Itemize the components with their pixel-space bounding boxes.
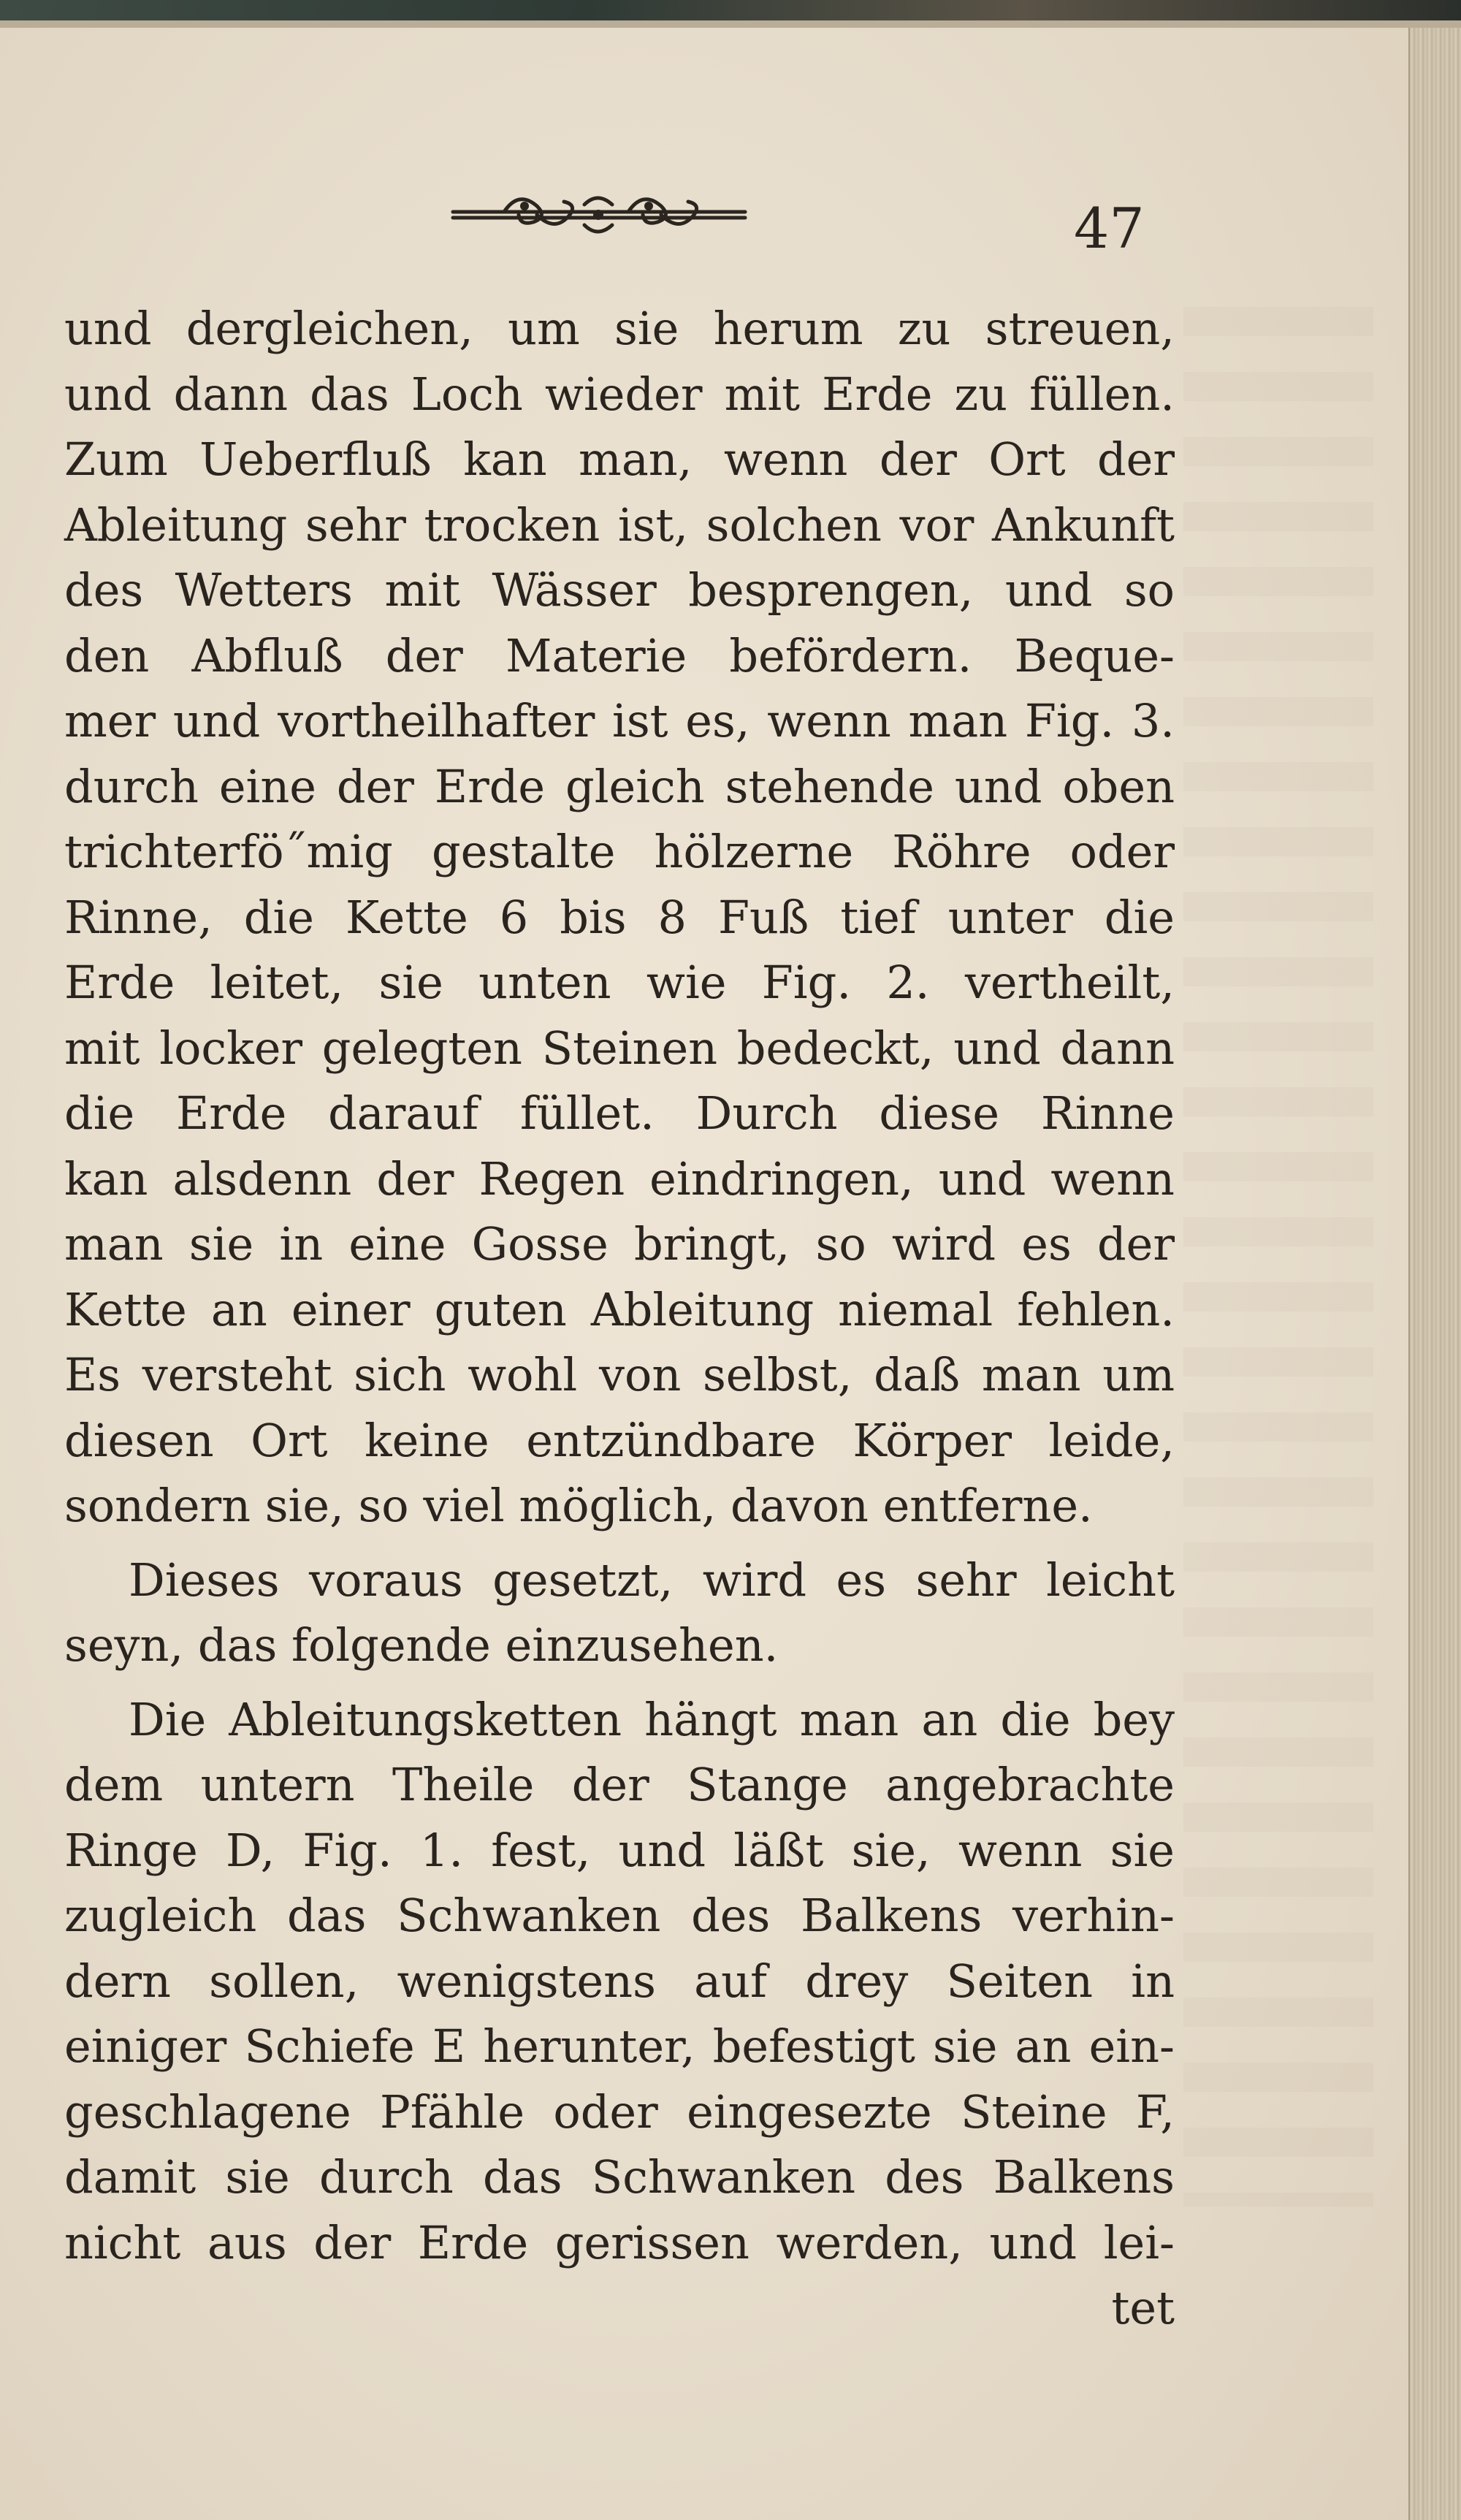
- catchword: tet: [1111, 2281, 1175, 2334]
- text-line: des Wetters mit Wässer besprengen, und so: [64, 563, 1175, 617]
- text-line: seyn, das folgende einzusehen.: [64, 1618, 779, 1672]
- text-line: und dergleichen, um sie herum zu streuen,: [64, 302, 1175, 355]
- text-line: Erde leitet, sie unten wie Fig. 2. vertheilt,: [64, 956, 1175, 1009]
- text-line: Kette an einer guten Ableitung niemal fehlen.: [64, 1282, 1175, 1336]
- text-line: diesen Ort keine entzündbare Körper leide,: [64, 1413, 1175, 1467]
- text-line: den Abfluß der Materie befördern. Beque-: [64, 628, 1175, 682]
- text-line: und dann das Loch wieder mit Erde zu füllen.: [64, 367, 1175, 421]
- text-line: Dieses voraus gesetzt, wird es sehr leicht: [129, 1553, 1175, 1607]
- scan-top-edge: [0, 0, 1461, 28]
- text-line: Ringe D, Fig. 1. fest, und läßt sie, wenn sie: [64, 1823, 1175, 1877]
- text-line: dem untern Theile der Stange angebrachte: [64, 1758, 1175, 1811]
- text-line: Rinne, die Kette 6 bis 8 Fuß tief unter die: [64, 890, 1175, 944]
- decorative-vine-ornament-icon: [446, 183, 752, 241]
- text-line: mit locker gelegten Steinen bedeckt, und dann: [64, 1021, 1175, 1075]
- show-through: [1183, 307, 1373, 2207]
- text-line: damit sie durch das Schwanken des Balkens: [64, 2150, 1175, 2204]
- text-line: einiger Schiefe E herunter, befestigt sie an ein-: [64, 2020, 1175, 2073]
- paragraph-3: [64, 1687, 1175, 2276]
- paragraph-2: [64, 1548, 1175, 1678]
- text-line: Zum Ueberfluß kan man, wenn der Ort der: [64, 433, 1175, 486]
- text-line: man sie in eine Gosse bringt, so wird es der: [64, 1217, 1175, 1271]
- text-line: trichterfö˝mig gestalte hölzerne Röhre oder: [64, 825, 1175, 878]
- text-line: die Erde darauf füllet. Durch diese Rinne: [64, 1086, 1175, 1140]
- paragraph-1: [64, 296, 1175, 1539]
- page-number: 47: [1074, 196, 1145, 261]
- text-line: Die Ableitungsketten hängt man an die bey: [129, 1692, 1175, 1746]
- text-line: durch eine der Erde gleich stehende und oben: [64, 759, 1175, 813]
- body-text: [64, 296, 1175, 2341]
- text-line: Es versteht sich wohl von selbst, daß man um: [64, 1348, 1175, 1401]
- text-line: dern sollen, wenigstens auf drey Seiten in: [64, 1954, 1175, 2008]
- paragraph-gap: [64, 1539, 1175, 1548]
- text-line: zugleich das Schwanken des Balkens verhin-: [64, 1889, 1175, 1942]
- text-line: nicht aus der Erde gerissen werden, und lei-: [64, 2215, 1175, 2269]
- paragraph-gap: [64, 1678, 1175, 1687]
- page-stack-edges: [1408, 28, 1461, 2520]
- text-line: kan alsdenn der Regen eindringen, und wenn: [64, 1151, 1175, 1206]
- text-line: geschlagene Pfähle oder eingesezte Steine F,: [64, 2085, 1175, 2139]
- text-line: Ableitung sehr trocken ist, solchen vor Ankunft: [64, 498, 1175, 552]
- text-line: mer und vortheilhafter ist es, wenn man Fig. 3.: [64, 694, 1175, 747]
- text-line: sondern sie, so viel möglich, davon entferne.: [64, 1479, 1093, 1532]
